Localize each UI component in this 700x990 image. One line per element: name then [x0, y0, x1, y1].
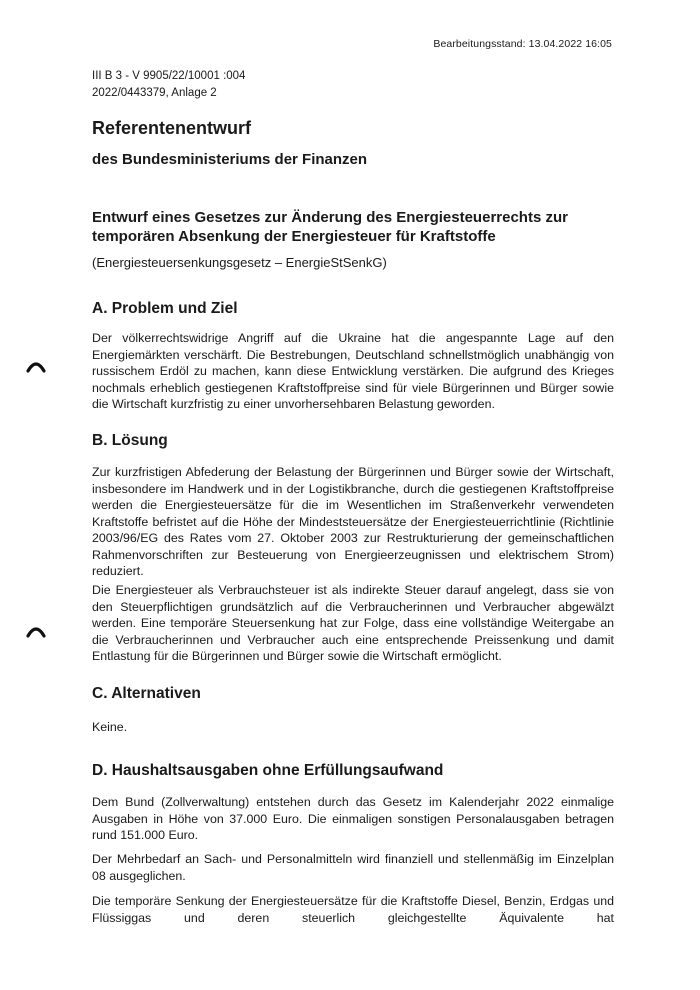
section-d-paragraph-1: Dem Bund (Zollverwaltung) entstehen durch das Gesetz im Kalenderjahr 2022 einmalige Ausgaben in Höhe von 37.000 Euro. Die einmaligen sonstigen Personalausgaben betragen rund 151.000 Euro. — [92, 795, 614, 842]
section-a-paragraph-1: Der völkerrechtswidrige Angriff auf die Ukraine hat die angespannte Lage auf den Energiemärkten verschärft. Die Bestrebungen, Deutschland schnellstmöglich unabhängig von russischem Erdöl zu machen, kann diese Entwicklung verstärken. Die aufgrund des Krieges nochmals erheblich gestiegenen Kraftstoffpreise sind für viele Bürgerinnen und Bürger sowie die Wirtschaft kurzfristig zu einer unvorhersehbaren Belastung geworden. — [92, 331, 614, 411]
reference-line-1: III B 3 - V 9905/22/10001 :004 — [92, 70, 246, 82]
reference-line-2: 2022/0443379, Anlage 2 — [92, 87, 217, 99]
section-d-paragraph-3: Die temporäre Senkung der Energiesteuersätze für die Kraftstoffe Diesel, Benzin, Erdgas und Flüssiggas und deren steuerlich gleichgestellte Äquivalente hat — [92, 894, 614, 925]
law-title: Entwurf eines Gesetzes zur Änderung des Energiesteuerrechts zur temporären Absenkung der Energiesteuer für Kraftstoffe — [92, 209, 568, 245]
section-d-heading: D. Haushaltsausgaben ohne Erfüllungsaufwand — [92, 762, 444, 779]
section-b-paragraph-2: Die Energiesteuer als Verbrauchsteuer ist als indirekte Steuer darauf angelegt, dass sie von den Steuerpflichtigen grundsätzlich auf die Verbraucherinnen und Verbraucher abgewälzt werden. Eine temporäre Steuersenkung hat zur Folge, dass eine vollständige Weitergabe an die Verbraucherinnen und Verbraucher auch eine entsprechende Preissenkung und damit Entlastung für die Bürgerinnen und Bürger sowie die Wirtschaft ermöglicht. — [92, 583, 614, 663]
section-c-heading: C. Alternativen — [92, 685, 201, 702]
status-stamp: Bearbeitungsstand: 13.04.2022 16:05 — [433, 38, 612, 50]
section-d-paragraph-2: Der Mehrbedarf an Sach- und Personalmitteln wird finanziell und stellenmäßig im Einzelplan 08 ausgeglichen. — [92, 852, 614, 883]
law-abbreviation: (Energiesteuersenkungsgesetz – EnergieStSenkG) — [92, 255, 387, 270]
ministry-subtitle: des Bundesministeriums der Finanzen — [92, 151, 368, 168]
section-c-paragraph-1: Keine. — [92, 720, 128, 734]
punch-hole-mark-icon — [26, 355, 46, 375]
punch-hole-mark-icon — [26, 620, 46, 640]
section-b-heading: B. Lösung — [92, 432, 168, 449]
reference-block — [92, 68, 245, 102]
section-a-heading: A. Problem und Ziel — [92, 300, 238, 317]
document-title: Referentenentwurf — [92, 118, 252, 138]
section-b-paragraph-1: Zur kurzfristigen Abfederung der Belastung der Bürgerinnen und Bürger sowie der Wirtschaft, insbesondere im Handwerk und in der Logistikbranche, durch die gestiegenen Kraftstoffpreise werden die Energiesteuersätze für die im Wesentlichen im Straßenverkehr verwendeten Kraftstoffe befristet auf die Höhe der Mindeststeuersätze der Energiesteuerrichtlinie (Richtlinie 2003/96/EG des Rates vom 27. Oktober 2003 zur Restrukturierung der gemeinschaftlichen Rahmenvorschriften zur Besteuerung von Energieerzeugnissen und elektrischem Strom) reduziert. — [92, 465, 614, 578]
